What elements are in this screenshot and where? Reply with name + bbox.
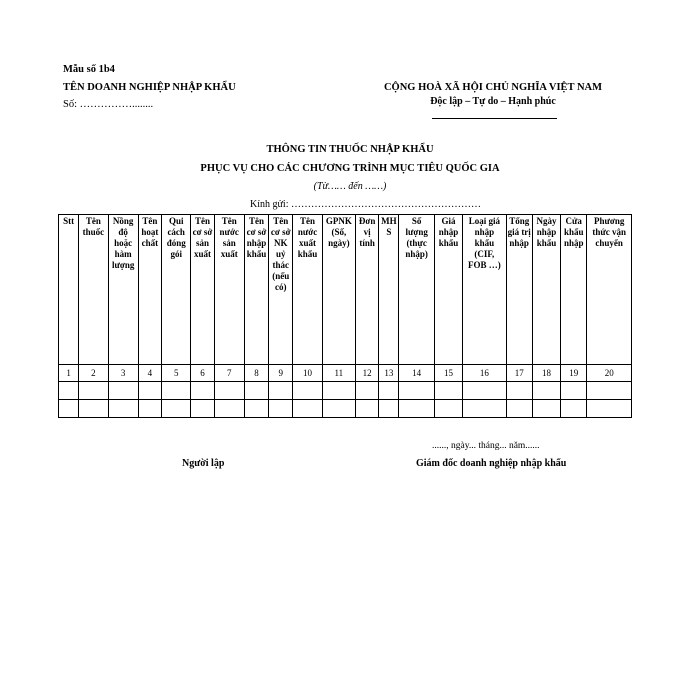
column-number: 7 [214, 365, 244, 382]
table-cell[interactable] [59, 400, 79, 418]
column-number: 12 [356, 365, 379, 382]
column-header: Tên nước sản xuất [214, 215, 244, 365]
column-header: Đơn vị tính [356, 215, 379, 365]
table-cell[interactable] [463, 382, 506, 400]
table-row[interactable] [59, 382, 632, 400]
table-cell[interactable] [214, 400, 244, 418]
table-cell[interactable] [506, 382, 532, 400]
table-row[interactable] [59, 400, 632, 418]
column-number: 19 [561, 365, 587, 382]
table-cell[interactable] [463, 400, 506, 418]
table-cell[interactable] [79, 382, 108, 400]
column-number: 20 [587, 365, 632, 382]
table-cell[interactable] [293, 400, 322, 418]
column-header: GPNK (Số, ngày) [322, 215, 355, 365]
column-number: 3 [108, 365, 138, 382]
table-cell[interactable] [322, 400, 355, 418]
column-number: 6 [191, 365, 214, 382]
table-cell[interactable] [379, 382, 399, 400]
column-header: Giá nhập khẩu [434, 215, 462, 365]
document-title: THÔNG TIN THUỐC NHẬP KHẨU [266, 144, 434, 155]
table-cell[interactable] [561, 382, 587, 400]
table-cell[interactable] [399, 382, 434, 400]
national-title: CỘNG HOÀ XÃ HỘI CHỦ NGHĨA VIỆT NAM [383, 82, 603, 93]
column-number: 18 [532, 365, 560, 382]
table-cell[interactable] [191, 400, 214, 418]
table-cell[interactable] [59, 382, 79, 400]
column-number-row [59, 365, 632, 382]
column-header: Nồng độ hoặc hàm lượng [108, 215, 138, 365]
date-line: ......, ngày... tháng... năm...... [432, 441, 540, 451]
column-number: 13 [379, 365, 399, 382]
table-cell[interactable] [506, 400, 532, 418]
column-number: 9 [269, 365, 293, 382]
recipient-line: Kính gửi: ………………………………………………… [250, 199, 481, 210]
table-cell[interactable] [162, 400, 191, 418]
table-cell[interactable] [214, 382, 244, 400]
column-header: Tổng giá trị nhập [506, 215, 532, 365]
column-header: Tên nước xuất khẩu [293, 215, 322, 365]
table-body [59, 215, 632, 418]
table-cell[interactable] [532, 382, 560, 400]
table-cell[interactable] [356, 382, 379, 400]
document-number: Số: ……………........ [63, 99, 154, 110]
table-cell[interactable] [108, 400, 138, 418]
table-cell[interactable] [191, 382, 214, 400]
table-cell[interactable] [162, 382, 191, 400]
column-number: 4 [138, 365, 161, 382]
table-cell[interactable] [79, 400, 108, 418]
table-cell[interactable] [379, 400, 399, 418]
column-header: Tên cơ sở NK uỷ thác (nếu có) [269, 215, 293, 365]
column-number: 1 [59, 365, 79, 382]
column-header: Stt [59, 215, 79, 365]
table-cell[interactable] [108, 382, 138, 400]
table-cell[interactable] [434, 382, 462, 400]
table-cell[interactable] [434, 400, 462, 418]
table-cell[interactable] [293, 382, 322, 400]
column-header: Qui cách đóng gói [162, 215, 191, 365]
column-number: 17 [506, 365, 532, 382]
column-header: Cửa khẩu nhập [561, 215, 587, 365]
column-number: 10 [293, 365, 322, 382]
column-header: Tên cơ sở nhập khẩu [244, 215, 268, 365]
motto-underline [432, 118, 557, 119]
company-name: TÊN DOANH NGHIỆP NHẬP KHẨU [63, 82, 236, 93]
column-header: MHS [379, 215, 399, 365]
table-cell[interactable] [269, 382, 293, 400]
table-cell[interactable] [561, 400, 587, 418]
column-header: Tên cơ sở sản xuất [191, 215, 214, 365]
reporting-period: (Từ…… đến ……) [313, 181, 387, 192]
import-info-table [58, 214, 632, 418]
column-header: Ngày nhập khẩu [532, 215, 560, 365]
column-number: 11 [322, 365, 355, 382]
column-number: 8 [244, 365, 268, 382]
table-cell[interactable] [587, 400, 632, 418]
table-cell[interactable] [322, 382, 355, 400]
column-number: 14 [399, 365, 434, 382]
column-header: Số lượng (thực nhập) [399, 215, 434, 365]
header-row [59, 215, 632, 365]
column-number: 2 [79, 365, 108, 382]
column-header: Tên hoạt chất [138, 215, 161, 365]
table-cell[interactable] [138, 400, 161, 418]
table-cell[interactable] [587, 382, 632, 400]
table-cell[interactable] [399, 400, 434, 418]
table-cell[interactable] [244, 382, 268, 400]
preparer-signature-label: Người lập [182, 458, 225, 469]
column-number: 15 [434, 365, 462, 382]
column-header: Tên thuốc [79, 215, 108, 365]
table-cell[interactable] [532, 400, 560, 418]
table-cell[interactable] [269, 400, 293, 418]
document-subtitle: PHỤC VỤ CHO CÁC CHƯƠNG TRÌNH MỤC TIÊU QUỐC GIA [200, 163, 500, 174]
table-cell[interactable] [244, 400, 268, 418]
column-number: 5 [162, 365, 191, 382]
national-motto: Độc lập – Tự do – Hạnh phúc [430, 96, 556, 107]
form-number: Mẫu số 1b4 [63, 64, 115, 75]
director-signature-label: Giám đốc doanh nghiệp nhập khẩu [416, 458, 567, 469]
table-cell[interactable] [356, 400, 379, 418]
table-cell[interactable] [138, 382, 161, 400]
column-header: Phương thức vận chuyển [587, 215, 632, 365]
column-header: Loại giá nhập khẩu (CIF, FOB …) [463, 215, 506, 365]
column-number: 16 [463, 365, 506, 382]
